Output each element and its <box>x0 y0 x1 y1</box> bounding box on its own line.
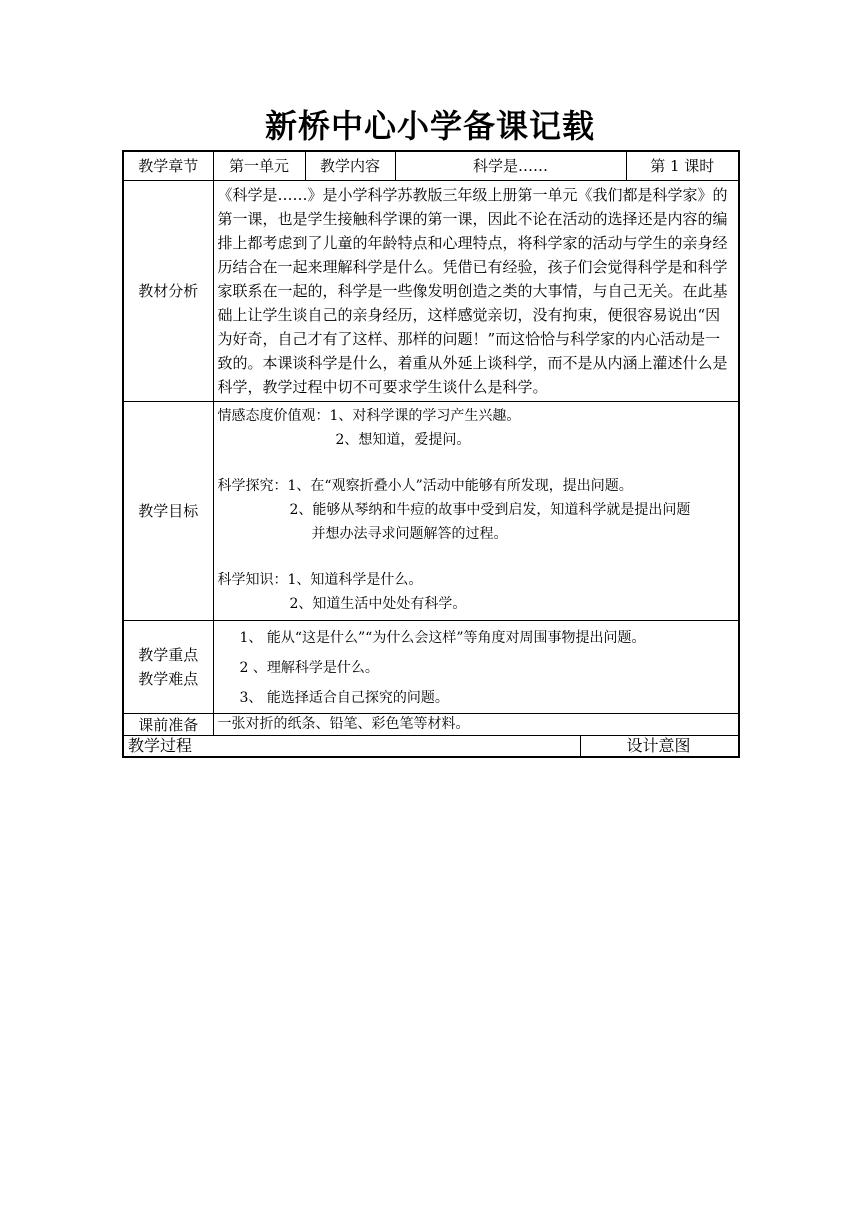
goals-label: 教学目标 <box>123 401 213 620</box>
goal-knowledge-1: 科学知识：1、知道科学是什么。 <box>217 571 423 588</box>
difficulty-label: 教学难点 <box>138 669 199 688</box>
lesson-plan-table <box>122 150 740 758</box>
key-point-label: 教学重点 <box>138 645 199 664</box>
prep-row <box>123 713 739 735</box>
key-point-item-1: 1、 能从“这是什么”“为什么会这样”等角度对周围事物提出问题。 <box>239 629 646 646</box>
goal-inquiry-1: 科学探究：1、在“观察折叠小人”活动中能够有所发现，提出问题。 <box>217 477 633 494</box>
design-intent-label: 设计意图 <box>580 735 739 757</box>
goals-content <box>213 401 739 620</box>
chapter-value: 第一单元 <box>213 151 305 180</box>
key-points-row <box>123 620 739 713</box>
goal-knowledge-2: 2、知道生活中处处有科学。 <box>289 595 467 612</box>
process-row <box>123 735 739 757</box>
header-row <box>123 151 739 180</box>
analysis-text: 《科学是……》是小学科学苏教版三年级上册第一单元《我们都是科学家》的第一课，也是学生接触科学课的第一课，因此不论在活动的选择还是内容的编排上都考虑到了儿童的年龄特点和心理特点，将科学家的活动与学生的亲身经历结合在一起来理解科学是什么。凭借已有经验，孩子们会觉得科学是和科学家联系在一起的，科学是一些像发明创造之类的大事情，与自己无关。在此基础上让学生谈自己的亲身经历，这样感觉亲切，没有拘束，便很容易说出“因为好奇，自己才有了这样、那样的问题！”而这恰恰与科学家的内心活动是一致的。本课谈科学是什么，着重从外延上谈科学，而不是从内涵上灌述什么是科学，教学过程中切不可要求学生谈什么是科学。 <box>213 180 739 401</box>
key-points-label <box>123 620 213 713</box>
analysis-row <box>123 180 739 401</box>
prep-text: 一张对折的纸条、铅笔、彩色笔等材料。 <box>213 713 739 735</box>
goal-inquiry-2: 2、能够从琴纳和牛痘的故事中受到启发，知道科学就是提出问题 <box>289 501 691 518</box>
prep-label: 课前准备 <box>123 713 213 735</box>
content-value: 科学是…… <box>395 151 626 180</box>
goal-attitude-1: 情感态度价值观：1、对科学课的学习产生兴趣。 <box>217 407 521 424</box>
goal-attitude-2: 2、想知道，爱提问。 <box>335 431 471 448</box>
key-points-content <box>213 620 739 713</box>
page-title: 新桥中心小学备课记载 <box>264 107 595 145</box>
goal-inquiry-3: 并想办法寻求问题解答的过程。 <box>311 525 508 542</box>
process-label: 教学过程 <box>123 735 580 757</box>
content-label: 教学内容 <box>305 151 395 180</box>
period-value: 第 1 课时 <box>626 151 739 180</box>
key-point-item-2: 2 、理解科学是什么。 <box>239 659 379 676</box>
analysis-label: 教材分析 <box>123 180 213 401</box>
chapter-label: 教学章节 <box>123 151 213 180</box>
key-point-item-3: 3、 能选择适合自己探究的问题。 <box>239 689 449 706</box>
goals-row <box>123 401 739 620</box>
